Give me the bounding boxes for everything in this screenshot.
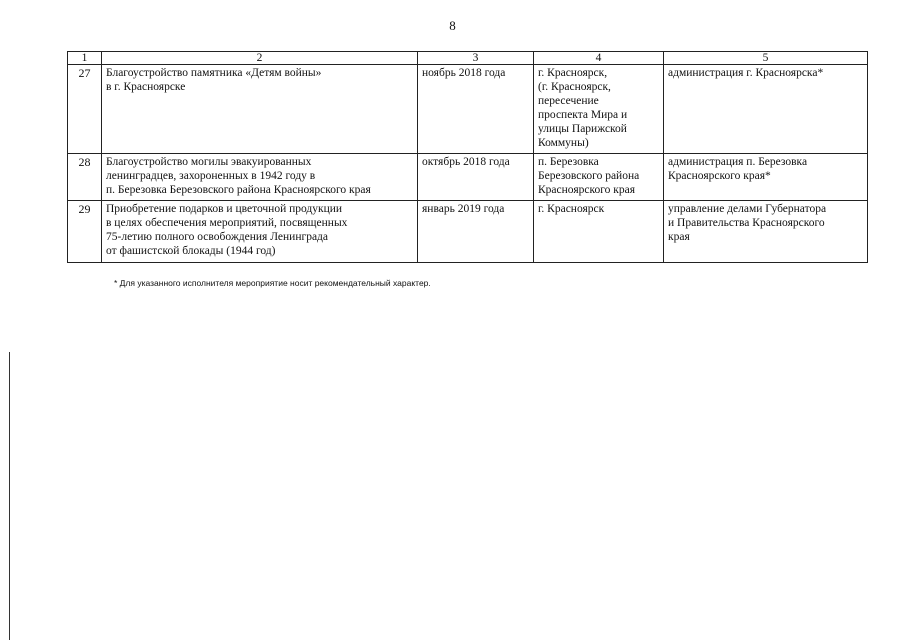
table-row: [68, 65, 868, 154]
event-executor: администрация г. Красноярска*: [664, 65, 868, 154]
event-date: ноябрь 2018 года: [418, 65, 534, 154]
column-header: 1: [68, 52, 102, 65]
column-header: 2: [102, 52, 418, 65]
table-header-row: [68, 52, 868, 65]
event-date: октябрь 2018 года: [418, 154, 534, 201]
event-description: Благоустройство могилы эвакуированных ленинградцев, захороненных в 1942 году в п. Березовка Березовского района Красноярского края: [102, 154, 418, 201]
event-place: г. Красноярск, (г. Красноярск, пересечение проспекта Мира и улицы Парижской Коммуны): [534, 65, 664, 154]
events-table: [67, 51, 868, 263]
event-executor: администрация п. Березовка Красноярского края*: [664, 154, 868, 201]
event-place: п. Березовка Березовского района Красноярского края: [534, 154, 664, 201]
table-row: [68, 154, 868, 201]
row-number: 29: [68, 201, 102, 263]
event-description: Приобретение подарков и цветочной продукции в целях обеспечения мероприятий, посвященных 75-летию полного освобождения Ленинграда от фашистской блокады (1944 год): [102, 201, 418, 263]
footnote: * Для указанного исполнителя мероприятие носит рекомендательный характер.: [114, 278, 431, 288]
row-number: 28: [68, 154, 102, 201]
event-description: Благоустройство памятника «Детям войны» в г. Красноярске: [102, 65, 418, 154]
scan-margin-line: [9, 352, 10, 640]
table-row: [68, 201, 868, 263]
page-number: 8: [449, 18, 456, 33]
event-executor: управление делами Губернатора и Правительства Красноярского края: [664, 201, 868, 263]
event-date: январь 2019 года: [418, 201, 534, 263]
column-header: 4: [534, 52, 664, 65]
event-place: г. Красноярск: [534, 201, 664, 263]
column-header: 5: [664, 52, 868, 65]
column-header: 3: [418, 52, 534, 65]
row-number: 27: [68, 65, 102, 154]
